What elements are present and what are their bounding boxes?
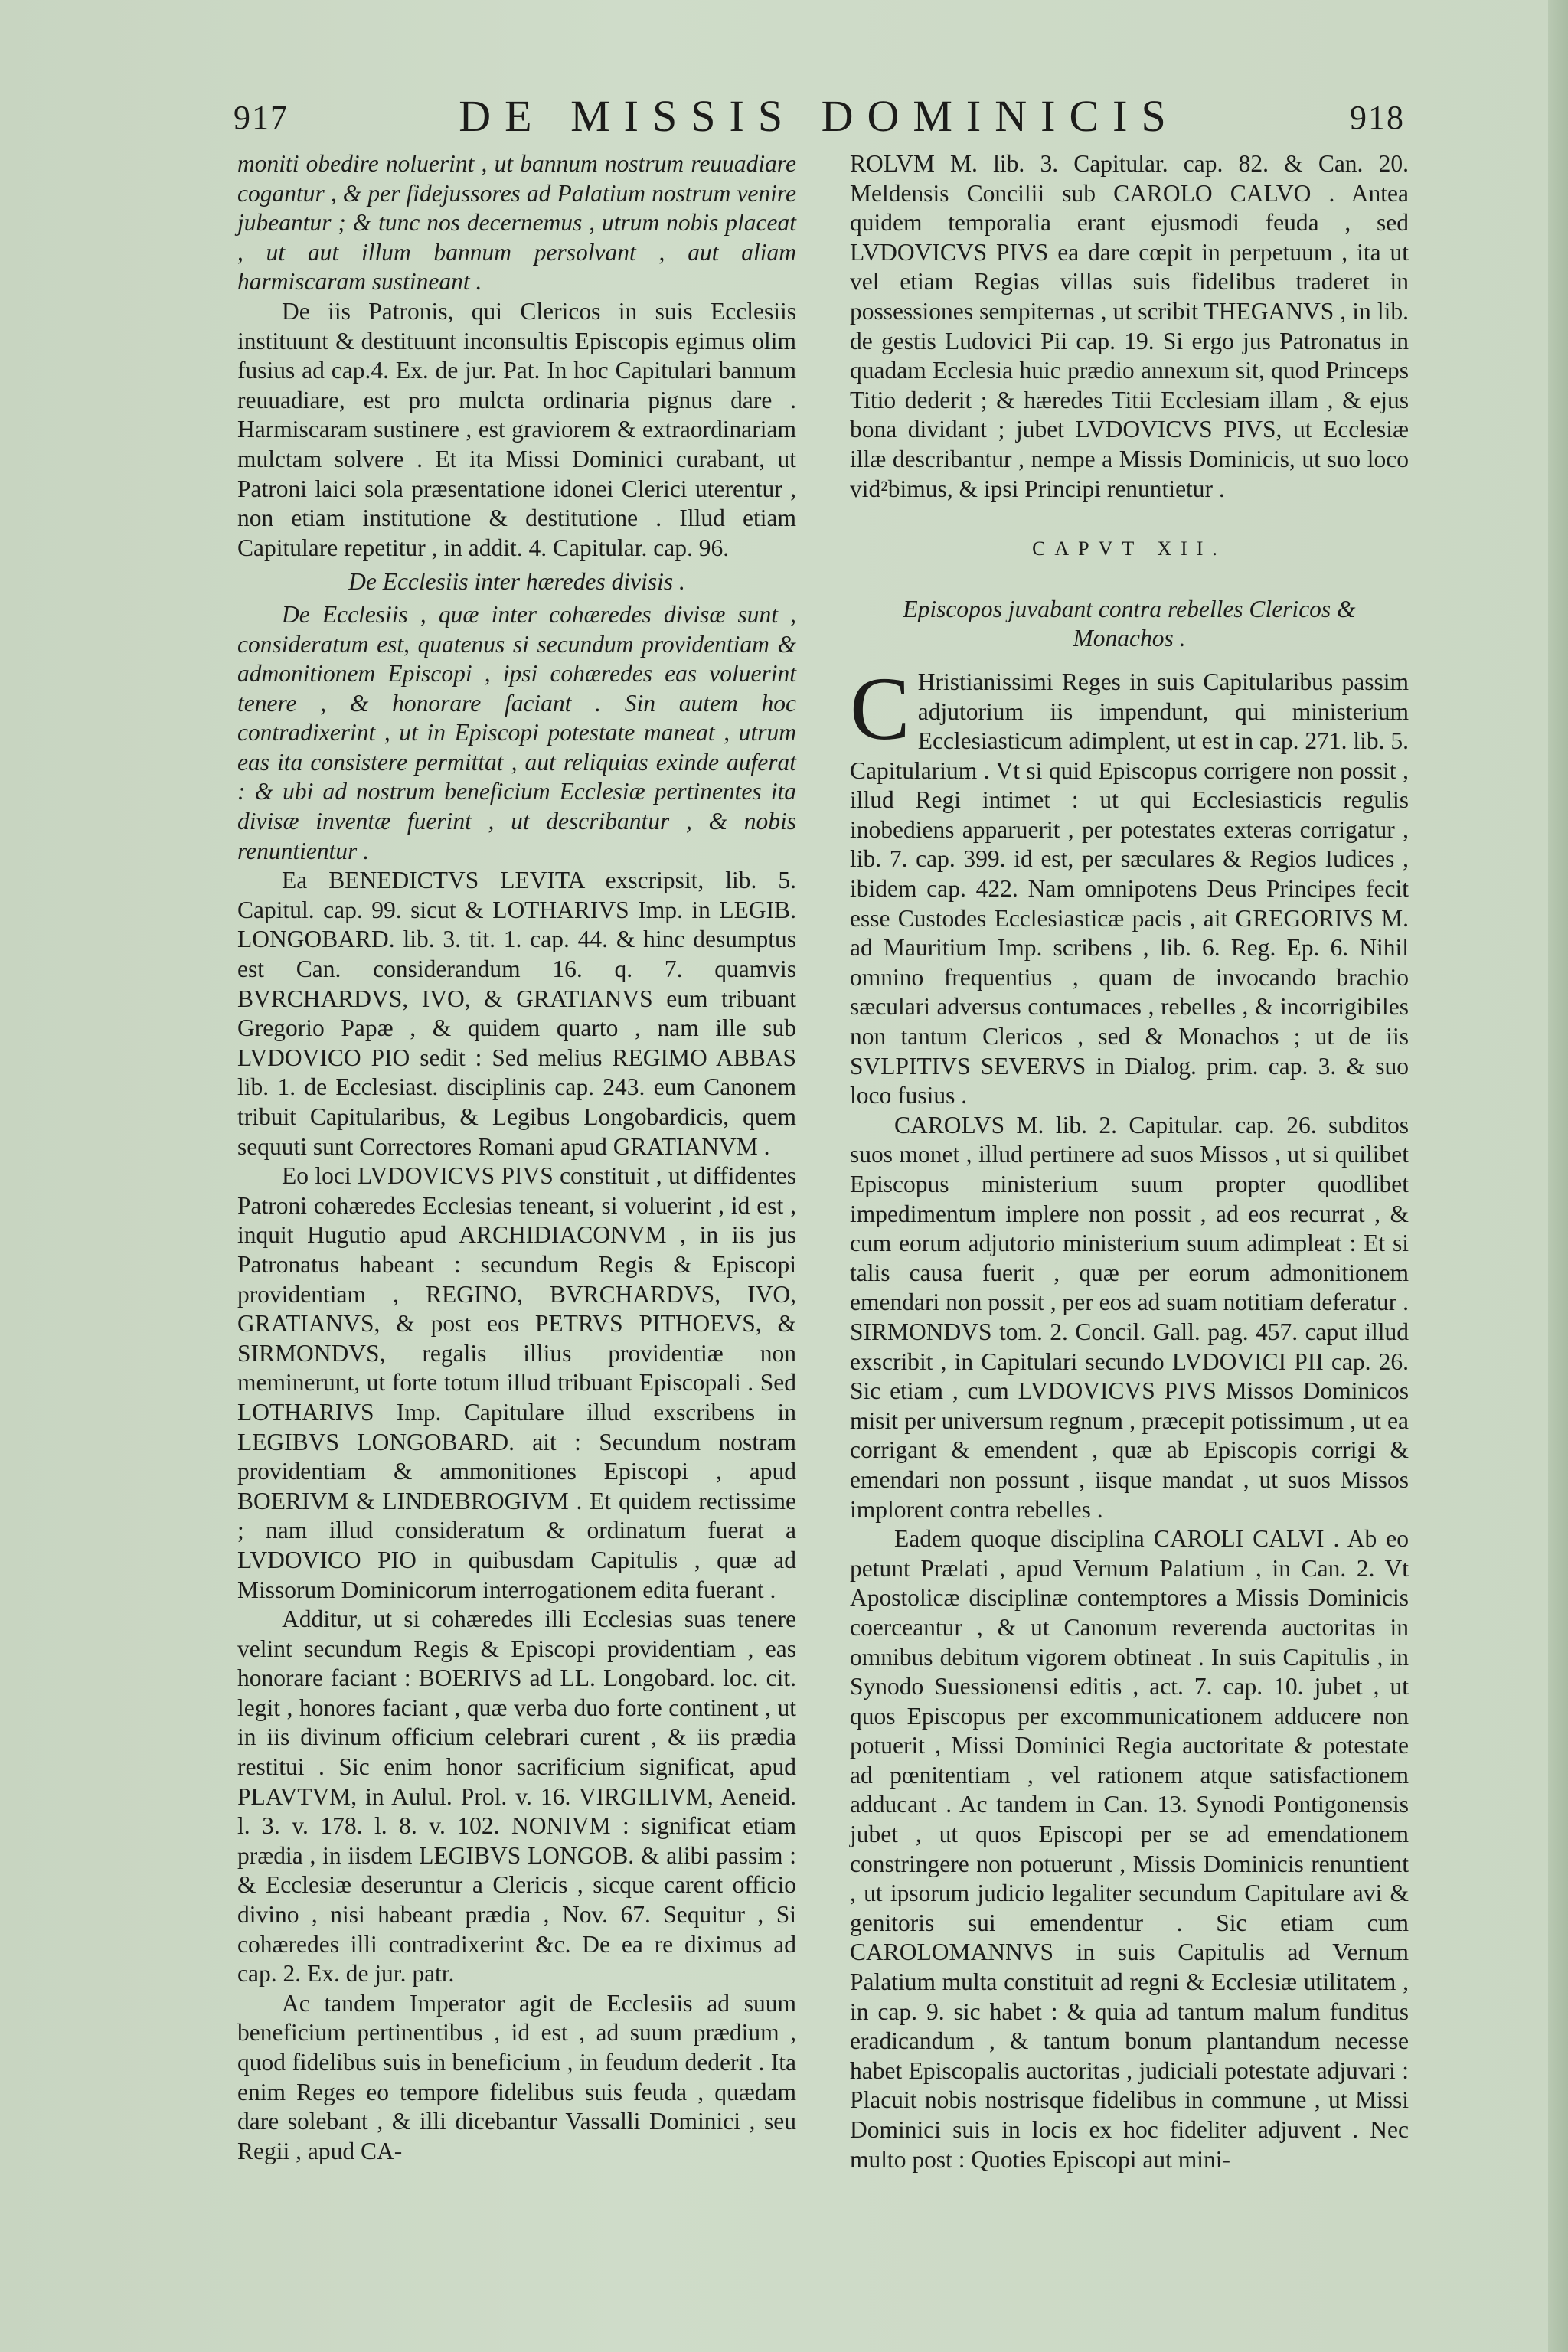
paragraph: CAROLVS M. lib. 2. Capitular. cap. 26. subditos suos monet , illud pertinere ad suos Missos , ut si quilibet Episcopus ministerium suum propter quodlibet impedimentum implere non possit , ad eos recurrat , & cum eorum adjutorio ministerium suum adimpleat : Et si talis causa fuerit , quæ per eorum admonitionem emendari non possit , per eos ad suam notitiam deferatur . SIRMONDVS tom. 2. Concil. Gall. pag. 457. caput illud exscribit , in Capitulari secundo LVDOVICI PII cap. 26. Sic etiam , cum LVDOVICVS PIVS Missos Dominicos misit per universum regnum , præcepit potissimum , ut ea corrigant & emendent , quæ ab Episcopis corrigi & emendari non possunt , iisque mandat , ut suos Missos implorent contra rebelles . <box>850 1111 1409 1523</box>
paragraph: De iis Patronis, qui Clericos in suis Ecclesiis instituunt & destituunt inconsultis Episcopis egimus olim fusius ad cap.4. Ex. de jur. Pat. In hoc Capitulari bannum reuuadiare, est pro mulcta ordinaria pignus dare . Harmiscaram sustinere , est graviorem & extraordinariam mulctam solvere . Et ita Missi Dominici curabant, ut Patroni laici sola præsentatione idonei Clerici uterentur , non etiam institutione & destitutione . Illud etiam Capitulare repetitur , in addit. 4. Capitular. cap. 96. <box>237 297 796 561</box>
chapter-title: CAPVT XII. <box>1032 537 1227 560</box>
paragraph: Additur, ut si cohæredes illi Ecclesias suas tenere velint secundum Regis & Episcopi providentiam , eas honorare faciant : BOERIVS ad LL. Longobard. loc. cit. legit , honores faciant , quæ verba duo forte continent , ut in iis divinum officium celebrari curent , & iis prædia restitui . Sic enim honor sacrificium significat, apud PLAVTVM, in Aulul. Prol. v. 16. VIRGILIVM, Aeneid. l. 3. v. 178. l. 8. v. 102. NONIVM : significat etiam prædia , in iisdem LEGIBVS LONGOB. & alibi passim : & Ecclesiæ deseruntur a Clericis , sicque carent officio divino , nisi habeant prædia , Nov. 67. Sequitur , Si cohæredes illi contradixerint &c. De ea re diximus ad cap. 2. Ex. de jur. patr. <box>237 1606 796 1988</box>
right-column <box>850 149 1409 2174</box>
drop-cap: C <box>850 658 910 759</box>
left-column <box>237 149 796 2166</box>
paragraph: Eadem quoque disciplina CAROLI CALVI . Ab eo petunt Prælati , apud Vernum Palatium , in Can. 2. Vt Apostolicæ disciplinæ contemptores a Missis Dominicis coerceantur , & ut Canonum reverenda auctoritas in omnibus debitum vigorem obtineat . In suis Capitulis , in Synodo Suessionensi editis , act. 7. cap. 10. jubet , ut quos Episcopus per excommunicationem adducere non potuerit , Missi Dominici Regia auctoritate & potestate ad pœnitentiam , vel rationem atque satisfactionem adducant . Ac tandem in Can. 13. Synodi Pontigonensis jubet , ut quos Episcopi per se ad emendationem constringere non potuerunt , Missis Dominicis renuntient , ut ipsorum judicio legaliter secundum Capitulare avi & genitoris sui emendentur . Sic etiam cum CAROLOMANNVS in suis Capitulis ad Vernum Palatium multa constituit ad regni & Ecclesiæ utilitatem , in cap. 9. sic habet : & quia ad tantum malum funditus eradicandum , & tantum bonum plantandum necesse habet Episcopalis auctoritas , judiciali potestate adjuvari : Placuit nobis nostrisque fidelibus in commune , ut Missi Dominici suis in locis ex hoc fideliter adjuvent . Nec multo post : Quoties Episcopi aut mini- <box>850 1525 1409 2173</box>
paragraph: ROLVM M. lib. 3. Capitular. cap. 82. & Can. 20. Meldensis Concilii sub CAROLO CALVO . Antea quidem temporalia erant ejusmodi feuda , sed LVDOVICVS PIVS ea dare cœpit in perpetuum , ita ut vel etiam Regias villas suis fidelibus traderet in possessiones sempiternas , ut scribit THEGANVS , in lib. de gestis Ludovici Pii cap. 19. Si ergo jus Patronatus in quadam Ecclesia huic prædio annexum sit, quod Princeps Titio dederit ; & hæredes Titii Ecclesiam illam , & ejus bona dividant ; jubet LVDOVICVS PIVS, ut Ecclesiæ illæ describantur , nempe a Missis Dominicis, ut suo loco vid²bimus, & ipsi Principi renuntietur . <box>850 150 1409 502</box>
paragraph: Ea BENEDICTVS LEVITA exscripsit, lib. 5. Capitul. cap. 99. sicut & LOTHARIVS Imp. in LEGIB. LONGOBARD. lib. 3. tit. 1. cap. 44. & hinc desumptus est Can. considerandum 16. q. 7. quamvis BVRCHARDVS, IVO, & GRATIANVS eum tribuant Gregorio Papæ , & quidem quarto , nam ille sub LVDOVICO PIO sedit : Sed melius REGIMO ABBAS lib. 1. de Ecclesiast. disciplinis cap. 243. eum Canonem tribuit Capitularibus, & Legibus Longobardicis, quem sequuti sunt Correctores Romani apud GRATIANVM . <box>237 867 796 1160</box>
chapter-subtitle: Episcopos juvabant contra rebelles Clericos & Monachos . <box>903 595 1356 652</box>
quotation: De Ecclesiis , quæ inter cohæredes divisæ sunt , consideratum est, quatenus si secundum providentiam & admonitionem Episcopi , ipsi cohæredes eas voluerint tenere , & honorare faciant . Sin autem hoc contradixerint , ut in Episcopi potestate maneat , utrum eas ita consistere permittat , aut reliquias exinde auferat : & ubi ad nostrum beneficium Ecclesiæ pertinentes ita divisæ inventæ fuerint , ut describantur , & nobis renuntientur . <box>237 600 796 864</box>
page-number-right: 918 <box>1350 99 1405 136</box>
paragraph: Ac tandem Imperator agit de Ecclesiis ad suum beneficium pertinentibus , id est , ad suum prædium , quod fidelibus suis in beneficium , in feudum dederit . Ita enim Reges eo tempore fidelibus suis feuda , quædam dare solebant , & illi dicebantur Vassalli Dominici , seu Regii , apud CA- <box>237 1989 796 2164</box>
page-header <box>234 90 1405 152</box>
section-heading: De Ecclesiis inter hæredes divisis . <box>348 568 685 596</box>
paragraph <box>850 658 1409 1111</box>
paragraph-text: Hristianissimi Reges in suis Capitularibus passim adjutorium iis impendunt, qui ministerium Ecclesiasticum adimplent, ut est in cap. 271. lib. 5. Capitularium . Vt si quid Episcopus corrigere non possit , illud Regi intimet : ut qui Ecclesiasticis regulis inobediens apparuerit , per potestates exteras corrigatur , lib. 7. cap. 399. id est, per sæculares & Regios Iudices , ibidem cap. 422. Nam omnipotens Deus Principes fecit esse Custodes Ecclesiasticæ pacis , ait GREGORIVS M. ad Mauritium Imp. scribens , lib. 6. Reg. Ep. 6. Nihil omnino frequentius , quam de invocando brachio sæculari adversus contumaces , rebelles , & incorrigibiles non tantum Clericos , sed & Monachos ; ut de iis SVLPITIVS SEVERVS in Dialog. prim. cap. 3. & suo loco fusius . <box>850 668 1409 1109</box>
page-number-left: 917 <box>234 99 289 136</box>
paragraph: Eo loci LVDOVICVS PIVS constituit , ut diffidentes Patroni cohæredes Ecclesias teneant, si voluerint , id est , inquit Hugutio apud ARCHIDIACONVM , in iis jus Patronatus habeant : secundum Regis & Episcopi providentiam , REGINO, BVRCHARDVS, IVO, GRATIANVS, & post eos PETRVS PITHOEVS, & SIRMONDVS, regalis illius providentiæ non meminerunt, ut forte totum illud tribuant Episcopali . Sed LOTHARIVS Imp. Capitulare illud exscribens in LEGIBVS LONGOBARD. ait : Secundum nostram providentiam & ammonitiones Episcopi , apud BOERIVM & LINDEBROGIVM . Et quidem rectissime ; nam illud consideratum & ordinatum fuerat a LVDOVICO PIO in quibusdam Capitulis , quæ ad Missorum Dominicorum interrogationem edita fuerant . <box>237 1162 796 1603</box>
page-edge <box>1548 0 1568 2352</box>
running-title: DE MISSIS DOMINICIS <box>459 91 1180 141</box>
paragraph: moniti obedire noluerint , ut bannum nostrum reuuadiare cogantur , & per fidejussores ad Palatium nostrum venire jubeantur ; & tunc nos decernemus , utrum nobis placeat , ut aut illum bannum persolvant , aut aliam harmiscaram sustineant . <box>237 150 796 296</box>
